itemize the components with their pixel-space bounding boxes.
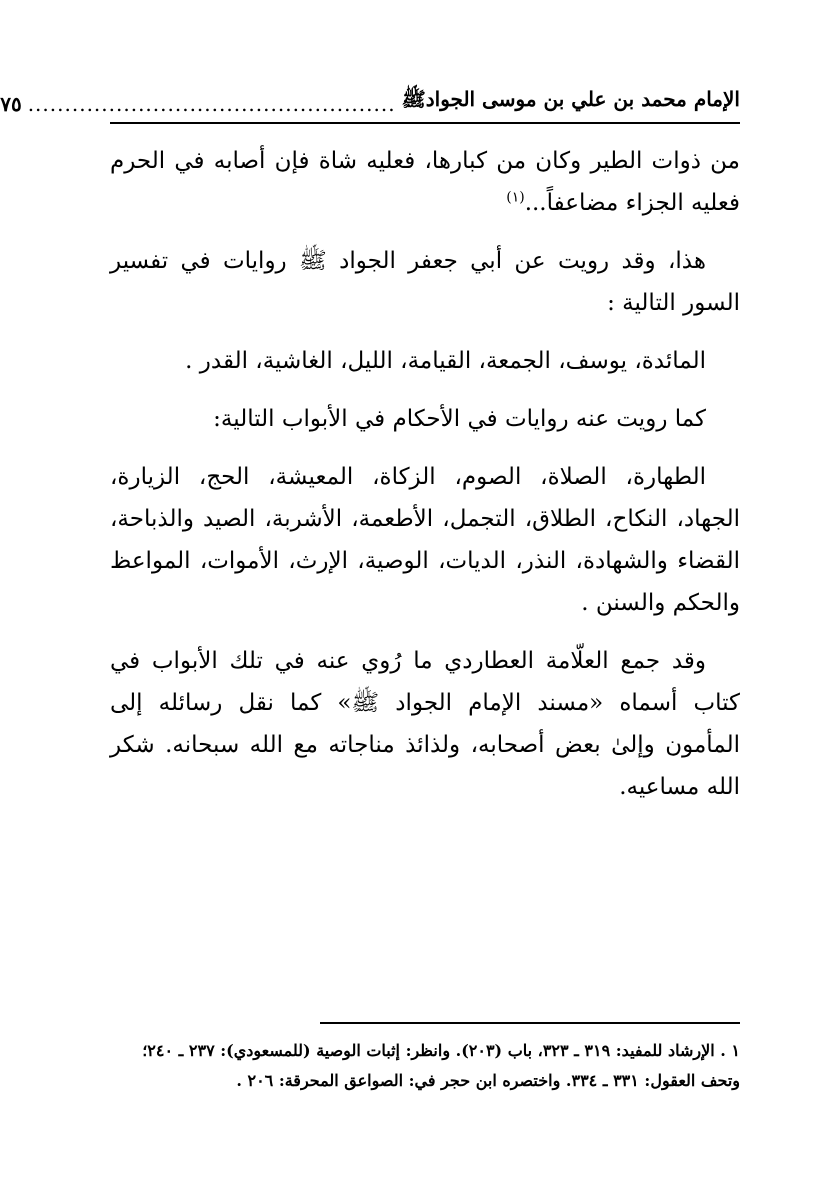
paragraph-ahkam-intro: كما رويت عنه روايات في الأحكام في الأبواب التالية:	[213, 406, 706, 432]
footnote-reference: (١)	[506, 189, 525, 206]
paragraph-tafsir: هذا، وقد رويت عن أبي جعفر الجواد ﷺ روايات في تفسير السور التالية :	[110, 248, 740, 316]
running-header	[0, 72, 740, 116]
header-title: الإمام محمد بن علي بن موسى الجوادﷺ	[401, 87, 740, 111]
footnote-rule	[320, 1022, 740, 1024]
paragraph-continuation	[110, 140, 740, 224]
paragraph-musnad: وقد جمع العلّامة العطاردي ما رُوي عنه في تلك الأبواب في كتاب أسماه «مسند الإمام الجواد ﷺ» كما نقل رسائله إلى المأمون وإلىٰ بعض أصحابه، ولذائذ مناجاته مع الله سبحانه. شكر الله مساعيه.	[110, 648, 740, 800]
paragraph-ahkam-list: الطهارة، الصلاة، الصوم، الزكاة، المعيشة، الحج، الزيارة، الجهاد، النكاح، الطلاق، التجمل، الأطعمة، الأشربة، الصيد والذباحة، القضاء والشهادة، النذر، الديات، الوصية، الإرث، الأموات، المواعظ والحكم والسنن .	[110, 464, 740, 616]
footnote-line: وتحف العقول: ٣٣١ ـ ٣٣٤. واختصره ابن حجر في: الصواعق المحرقة: ٢٠٦ .	[236, 1071, 740, 1090]
paragraph-text: من ذوات الطير وكان من كبارها، فعليه شاة فإن أصابه في الحرم فعليه الجزاء مضاعفاً...	[110, 148, 740, 216]
header-rule	[110, 122, 740, 124]
body-text	[110, 140, 740, 824]
footnote-line: ١ . الإرشاد للمفيد: ٣١٩ ـ ٣٢٣، باب (٢٠٣). وانظر: إثبات الوصية (للمسعودي): ٢٣٧ ـ ٢٤٠؛	[142, 1041, 740, 1060]
page-number: ٧٥	[0, 92, 22, 116]
header-leader-dots: ..................................................	[27, 92, 396, 116]
paragraph-surah-list: المائدة، يوسف، الجمعة، القيامة، الليل، الغاشية، القدر .	[185, 348, 706, 374]
book-page	[0, 72, 740, 1152]
footnotes	[110, 1036, 740, 1096]
